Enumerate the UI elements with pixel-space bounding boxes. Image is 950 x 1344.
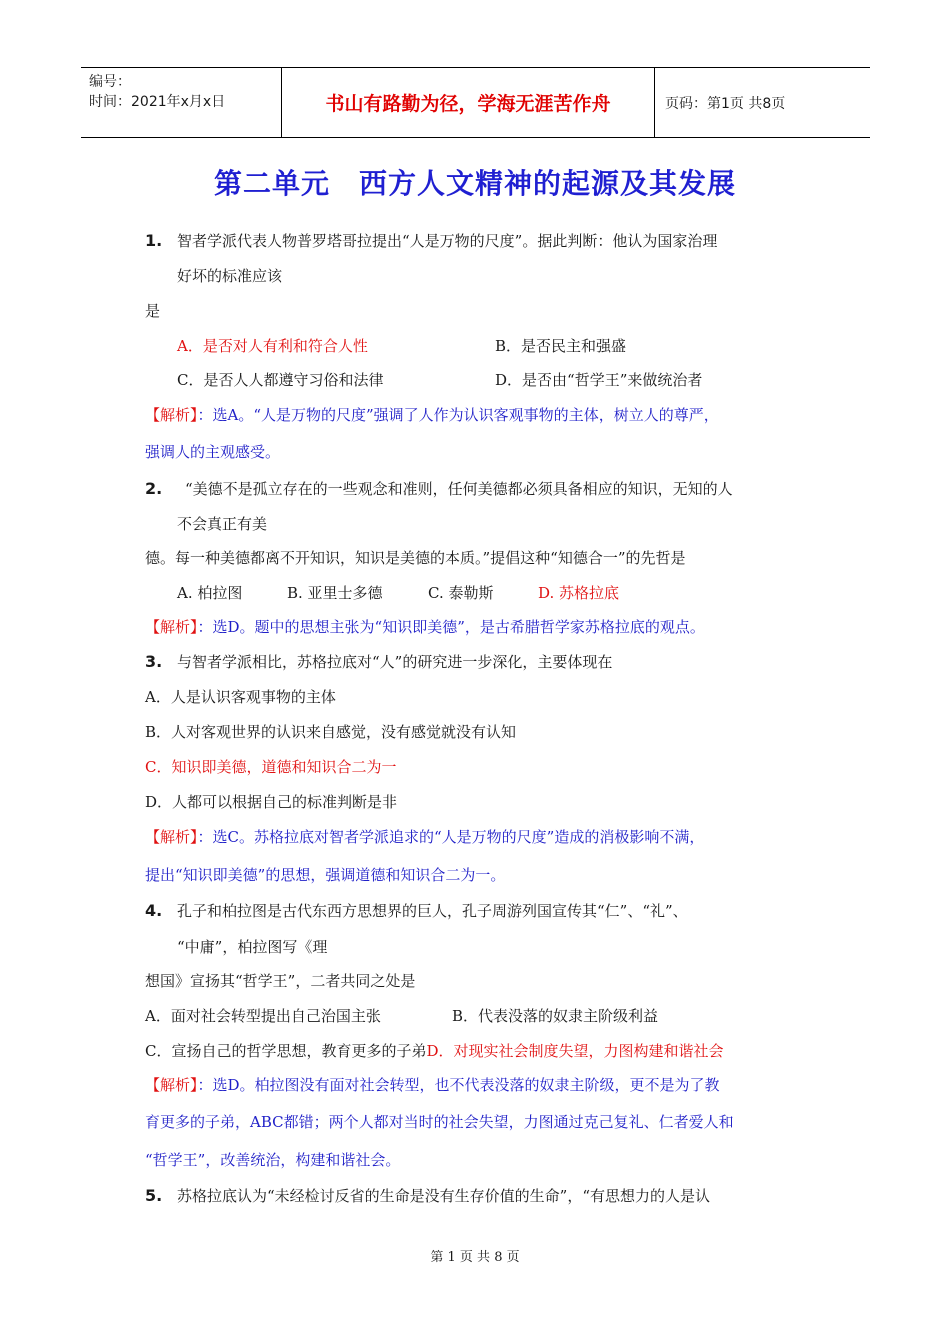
analysis-text: ：选A。“人是万物的尺度”强调了人作为认识客观事物的主体，树立人的尊严，: [197, 406, 719, 424]
analysis-text: ：选D。柏拉图没有面对社会转型，也不代表没落的奴隶主阶级，更不是为了教: [197, 1076, 720, 1094]
option-a: A. 柏拉图: [177, 584, 243, 602]
option-b: B．代表没落的奴隶主阶级利益: [452, 1007, 659, 1025]
question-number: 3.: [145, 652, 163, 671]
option-d: D．对现实社会制度失望，力图构建和谐社会: [426, 1042, 724, 1060]
option-c: C．是否人人都遵守习俗和法律: [177, 371, 384, 389]
option-c: C. 泰勒斯: [428, 584, 494, 602]
question-stem: 苏格拉底认为“未经检讨反省的生命是没有生存价值的生命”，“有思想力的人是认: [177, 1187, 711, 1205]
question-stem: “中庸”，柏拉图写《理: [177, 938, 328, 956]
page-footer: 第 1 页 共 8 页: [430, 1250, 520, 1265]
page-title: 第二单元 西方人文精神的起源及其发展: [213, 167, 736, 200]
question-stem: 好坏的标准应该: [177, 267, 283, 285]
option-c: C．知识即美德，道德和知识合二为一: [145, 758, 397, 776]
option-a: A．人是认识客观事物的主体: [145, 688, 336, 706]
analysis-text: 强调人的主观感受。: [145, 443, 281, 461]
question-stem: 智者学派代表人物普罗塔哥拉提出“人是万物的尺度”。据此判断：他认为国家治理: [177, 232, 718, 250]
analysis-text: 育更多的子弟，ABC都错；两个人都对当时的社会失望，力图通过克己复礼、仁者爱人和: [145, 1113, 734, 1131]
question-stem: 德。每一种美德都离不开知识，知识是美德的本质。”提倡这种“知德合一”的先哲是: [145, 549, 686, 567]
option-d: D. 苏格拉底: [538, 584, 620, 602]
analysis-tag: 【解析】: [145, 406, 198, 424]
analysis-tag: 【解析】: [145, 618, 198, 636]
analysis-tag: 【解析】: [145, 828, 198, 846]
analysis-text: ：选C。苏格拉底对智者学派追求的“人是万物的尺度”造成的消极影响不满，: [197, 828, 705, 846]
header-table: [81, 67, 870, 138]
analysis-text: “哲学王”，改善统治，构建和谐社会。: [145, 1151, 401, 1169]
analysis: [145, 1075, 720, 1095]
option-a: A．是否对人有利和符合人性: [177, 337, 368, 355]
question-stem: 是: [145, 302, 161, 320]
option-c-text: C．宣扬自己的哲学思想，教育更多的子弟: [145, 1042, 427, 1060]
page-info: 页码：第1页 共8页: [665, 95, 786, 112]
serial-label: 编号：: [89, 74, 131, 90]
analysis: [145, 405, 719, 425]
analysis: [145, 617, 705, 637]
question-number: 2.: [145, 479, 163, 498]
analysis: [145, 827, 704, 847]
question-number: 1.: [145, 231, 163, 250]
option-a: A．面对社会转型提出自己治国主张: [145, 1007, 381, 1025]
analysis-tag: 【解析】: [145, 1076, 198, 1094]
option-d: D．是否由“哲学王”来做统治者: [495, 371, 703, 389]
question-stem: 与智者学派相比，苏格拉底对“人”的研究进一步深化，主要体现在: [177, 653, 613, 671]
question-stem: 孔子和柏拉图是古代东西方思想界的巨人，孔子周游列国宣传其“仁”、“礼”、: [177, 902, 688, 920]
question-number: 5.: [145, 1186, 163, 1205]
option-c: [145, 1041, 724, 1061]
question-number: 4.: [145, 901, 163, 920]
question-stem: 想国》宣扬其“哲学王”，二者共同之处是: [145, 972, 416, 990]
option-b: B．是否民主和强盛: [495, 337, 627, 355]
question-stem: “美德不是孤立存在的一些观念和准则，任何美德都必须具备相应的知识，无知的人: [185, 480, 733, 498]
time-label: 时间：2021年x月x日: [89, 94, 226, 110]
motto: 书山有路勤为径，学海无涯苦作舟: [281, 68, 655, 137]
option-d: D．人都可以根据自己的标准判断是非: [145, 793, 398, 811]
option-b: B. 亚里士多德: [287, 584, 383, 602]
analysis-text: ：选D。题中的思想主张为“知识即美德”，是古希腊哲学家苏格拉底的观点。: [197, 618, 705, 636]
question-stem: 不会真正有美: [177, 515, 268, 533]
header-left-cell: [81, 68, 281, 137]
analysis-text: 提出“知识即美德”的思想，强调道德和知识合二为一。: [145, 866, 506, 884]
option-b: B．人对客观世界的认识来自感觉，没有感觉就没有认知: [145, 723, 517, 741]
